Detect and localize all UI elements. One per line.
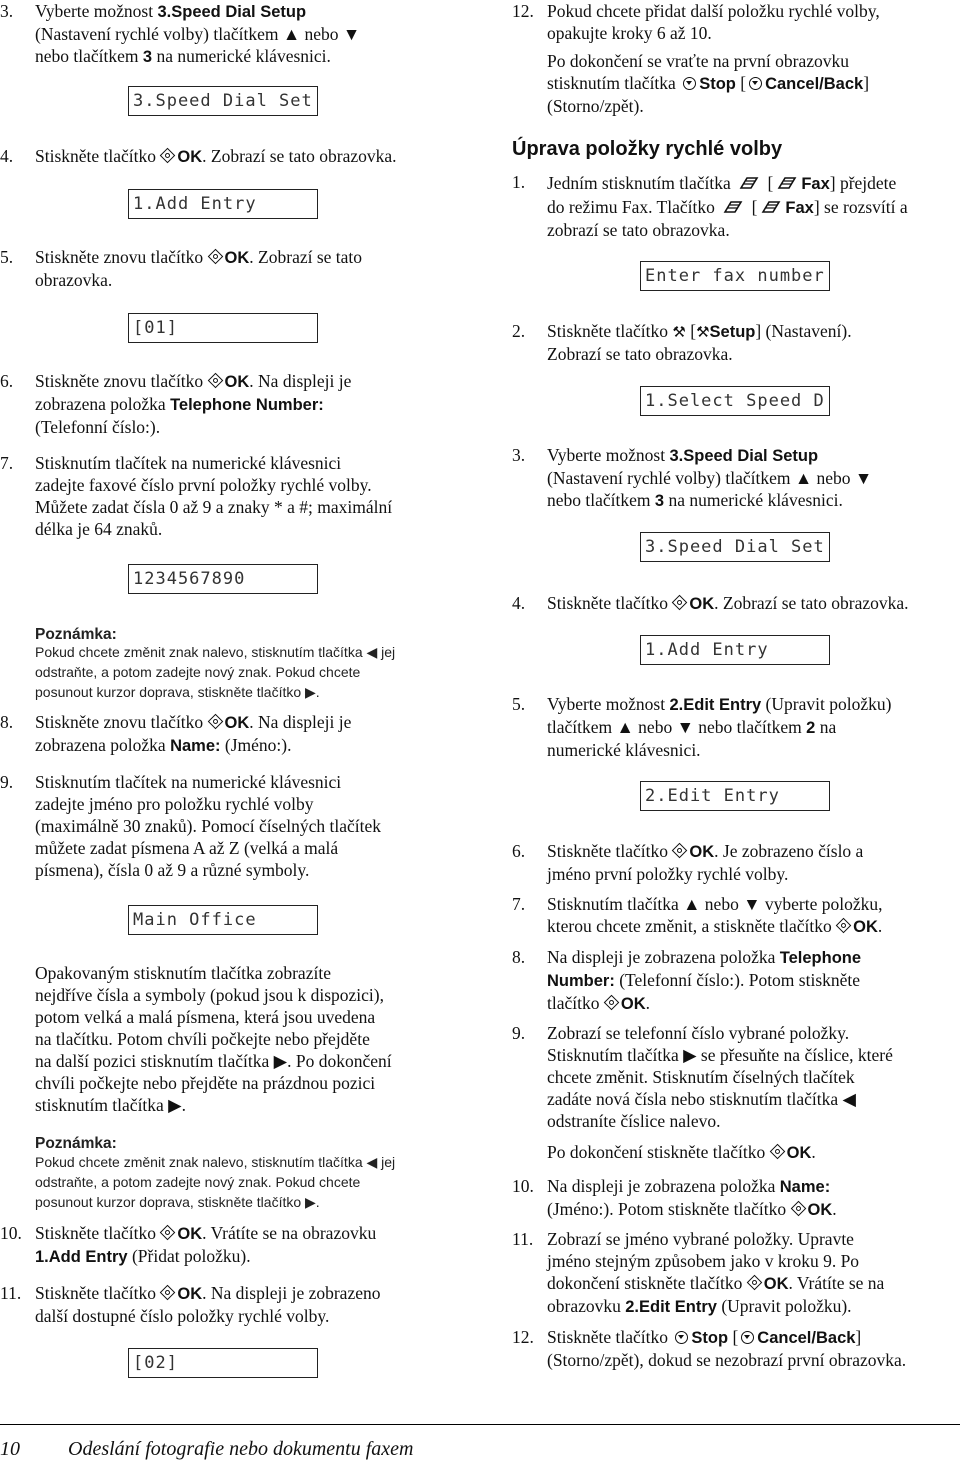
- fax-icon: [737, 174, 761, 192]
- key-name: OK: [224, 249, 250, 267]
- step-text: (Upravit položku).: [716, 1296, 852, 1316]
- field-name: Telephone: [779, 949, 862, 967]
- key-name: Stop: [699, 75, 736, 93]
- field-name: Telephone Number:: [170, 396, 324, 414]
- step-text: . Na displeji je: [249, 371, 352, 391]
- step-text: ] přejdete: [829, 173, 897, 193]
- stop-icon: [675, 1331, 688, 1344]
- key-name: 2: [806, 719, 816, 737]
- ok-icon: [160, 1225, 176, 1241]
- lcd-display: [01]: [128, 313, 318, 343]
- step-text: . Na displeji je: [249, 712, 352, 732]
- page-number: 10: [0, 1438, 20, 1460]
- step-number: 2.: [512, 321, 526, 341]
- step-text: ] se rozsvítí a: [813, 197, 908, 217]
- note-body: [35, 642, 395, 702]
- step-text: Stiskněte tlačítko: [35, 146, 161, 166]
- step-text: .: [645, 993, 650, 1013]
- note-body: [35, 1152, 395, 1212]
- key-name: OK: [763, 1275, 789, 1293]
- fax-icon: [721, 198, 745, 216]
- lcd-display: 1.Add Entry: [128, 189, 318, 219]
- step-text: Jedním stisknutím tlačítka: [547, 173, 736, 193]
- step-text: (Storno/zpět), dokud se nezobrazí první obrazovka.: [547, 1350, 907, 1370]
- step-number: 9.: [0, 772, 14, 792]
- section-heading: Úprava položky rychlé volby: [512, 138, 783, 160]
- ok-icon: [790, 1201, 806, 1217]
- step-text: Stiskněte tlačítko: [35, 1283, 161, 1303]
- para-line: chvíli počkejte nebo přejděte na prázdnou pozici: [35, 1073, 376, 1093]
- step-number: 5.: [512, 694, 526, 714]
- step-number: 11.: [0, 1283, 22, 1303]
- step-number: 5.: [0, 247, 14, 267]
- step-text: Můžete zadat čísla 0 až 9 a znaky * a #; maximální: [35, 497, 393, 517]
- step-6: [512, 840, 960, 885]
- step-10: [512, 1175, 960, 1221]
- step-number: 11.: [512, 1229, 534, 1249]
- step-text: Na displeji je zobrazena položka: [547, 947, 780, 967]
- lcd-display: [02]: [128, 1348, 318, 1378]
- step-text: Stisknutím tlačítka ▶ se přesuňte na číslice, které: [547, 1045, 893, 1065]
- field-name: Name:: [170, 737, 221, 755]
- step-text: . Vrátíte se na: [788, 1273, 885, 1293]
- key-name: Fax: [785, 199, 814, 217]
- step-text: . Na displeji je zobrazeno: [202, 1283, 381, 1303]
- step-text: chcete změnit. Stisknutím číselných tlačítek: [547, 1067, 855, 1087]
- lcd-display: 1234567890: [128, 564, 318, 594]
- ok-icon: [207, 714, 223, 730]
- lcd-display: 3.Speed Dial Set: [640, 532, 830, 562]
- key-name: Cancel/Back: [765, 75, 864, 93]
- step-text: jméno první položky rychlé volby.: [547, 864, 789, 884]
- step-text: písmena), čísla 0 až 9 a různé symboly.: [35, 860, 310, 880]
- step-text: ]: [863, 73, 870, 93]
- step-text: . Vrátíte se na obrazovku: [202, 1223, 377, 1243]
- key-name: OK: [689, 843, 715, 861]
- setup-icon: ⚒: [672, 323, 686, 341]
- step-text: kterou chcete změnit, a stiskněte tlačítko: [547, 916, 837, 936]
- step-text: Zobrazí se telefonní číslo vybrané položky.: [547, 1023, 850, 1043]
- step-text: (Storno/zpět).: [547, 96, 644, 116]
- para-line: stisknutím tlačítka ▶.: [35, 1095, 187, 1115]
- step-number: 3.: [512, 445, 526, 465]
- step-text: Po dokončení stiskněte tlačítko: [547, 1142, 770, 1162]
- lcd-display: 2.Edit Entry: [640, 781, 830, 811]
- step-text: Stisknutím tlačítka ▲ nebo ▼ vyberte položku,: [547, 894, 883, 914]
- step-text: Stiskněte znovu tlačítko: [35, 712, 208, 732]
- step-7: [0, 452, 480, 540]
- fax-icon: [775, 174, 799, 192]
- setup-icon: ⚒: [696, 323, 710, 341]
- step-11: [512, 1228, 960, 1318]
- step-text: na numerické klávesnici.: [152, 46, 331, 66]
- step-text: Stiskněte tlačítko: [547, 1327, 673, 1347]
- option-name: 3.Speed Dial Setup: [157, 3, 307, 21]
- field-name: Name:: [779, 1178, 831, 1196]
- step-text: numerické klávesnici.: [547, 740, 701, 760]
- step-8: [512, 946, 960, 1015]
- step-text: délka je 64 znaků.: [35, 519, 163, 539]
- step-text: [: [735, 73, 747, 93]
- step-number: 6.: [512, 841, 526, 861]
- step-text: .: [877, 916, 883, 936]
- step-text: zadáte nová čísla nebo stisknutím tlačítka ◀: [547, 1089, 856, 1109]
- ok-icon: [160, 1285, 176, 1301]
- step-text: na numerické klávesnici.: [664, 490, 843, 510]
- lcd-display: Enter fax number: [640, 261, 830, 291]
- step-text: stisknutím tlačítka: [547, 73, 681, 93]
- step-9: [0, 771, 480, 881]
- step-text: nebo tlačítkem: [35, 46, 143, 66]
- note-line: odstraňte, a potom zadejte nový znak. Pokud chcete: [35, 664, 361, 680]
- step-text: dokončení stiskněte tlačítko: [547, 1273, 747, 1293]
- step-text: Stiskněte znovu tlačítko: [35, 247, 208, 267]
- ok-icon: [160, 148, 176, 164]
- step-text: Po dokončení se vraťte na první obrazovku: [547, 51, 849, 71]
- stop-icon: [749, 77, 762, 90]
- key-name: OK: [786, 1144, 812, 1162]
- step-number: 10.: [0, 1223, 22, 1243]
- note-line: odstraňte, a potom zadejte nový znak. Pokud chcete: [35, 1174, 361, 1190]
- step-text: tlačítko: [547, 993, 604, 1013]
- step-text: Stiskněte tlačítko: [547, 841, 673, 861]
- ok-icon: [746, 1275, 762, 1291]
- step-text: . Zobrazí se tato obrazovka.: [714, 593, 909, 613]
- footer-divider: [0, 1424, 960, 1425]
- step-number: 12.: [512, 1, 534, 21]
- step-number: 4.: [0, 146, 14, 166]
- step-11: [0, 1282, 480, 1327]
- step-text: Vyberte možnost: [547, 694, 670, 714]
- step-text: tlačítkem ▲ nebo ▼ nebo tlačítkem: [547, 717, 807, 737]
- step-text: zadejte faxové číslo první položky rychlé volby.: [35, 475, 372, 495]
- step-text: (Nastavení rychlé volby) tlačítkem ▲ nebo ▼: [547, 468, 873, 488]
- key-name: Setup: [709, 323, 756, 341]
- ok-icon: [672, 595, 688, 611]
- step-number: 7.: [0, 453, 14, 473]
- step-number: 6.: [0, 371, 14, 391]
- key-name: OK: [853, 918, 878, 936]
- step-text: opakujte kroky 6 až 10.: [547, 23, 712, 43]
- step-text: můžete zadat písmena A až Z (velká a malá: [35, 838, 339, 858]
- key-name: OK: [177, 148, 203, 166]
- step-number: 3.: [0, 1, 14, 21]
- note-title: Poznámka:: [35, 1135, 117, 1152]
- para-line: nejdříve čísla a symboly (pokud jsou k dispozici),: [35, 985, 384, 1005]
- fax-icon: [759, 198, 783, 216]
- key-name: Cancel/Back: [757, 1329, 856, 1347]
- step-text: (Telefonní číslo:). Potom stiskněte: [614, 970, 861, 990]
- para-line: potom velká a malá písmena, která jsou uvedena: [35, 1007, 376, 1027]
- step-12: [512, 1326, 960, 1371]
- step-text: Stiskněte tlačítko: [547, 593, 673, 613]
- option-name: 2.Edit Entry: [669, 696, 762, 714]
- step-text: odstraníte číslice nalevo.: [547, 1111, 721, 1131]
- step-3: [512, 444, 960, 512]
- step-text: obrazovku: [547, 1296, 626, 1316]
- step-text: Stiskněte tlačítko: [547, 321, 673, 341]
- ok-icon: [672, 843, 688, 859]
- step-text: (Upravit položku): [761, 694, 892, 714]
- page-footer: [0, 1438, 414, 1460]
- step-text: (maximálně 30 znaků). Pomocí číselných tlačítek: [35, 816, 382, 836]
- lcd-display: 1.Select Speed D: [640, 386, 830, 416]
- step-text: Stiskněte znovu tlačítko: [35, 371, 208, 391]
- step-text: ] (Nastavení).: [755, 321, 852, 341]
- step-text: zadejte jméno pro položku rychlé volby: [35, 794, 314, 814]
- step-3: [0, 0, 480, 68]
- step-text: (Jméno:). Potom stiskněte tlačítko: [547, 1199, 791, 1219]
- option-name: 2.Edit Entry: [625, 1298, 717, 1316]
- step-8: [0, 711, 480, 757]
- option-name: 1.Add Entry: [35, 1248, 128, 1266]
- step-text: . Zobrazí se tato: [249, 247, 363, 267]
- step-4: [512, 592, 960, 615]
- step-text: . Zobrazí se tato obrazovka.: [202, 146, 397, 166]
- key-name: OK: [689, 595, 715, 613]
- note-line: posunout kurzor doprava, stiskněte tlačítko ▶.: [35, 1194, 320, 1210]
- ok-icon: [207, 249, 223, 265]
- step-number: 8.: [512, 947, 526, 967]
- step-10: [0, 1222, 480, 1268]
- step-number: 7.: [512, 894, 526, 914]
- step-text: Stiskněte tlačítko: [35, 1223, 161, 1243]
- step-text: Stisknutím tlačítek na numerické klávesnici: [35, 772, 342, 792]
- step-text: .: [811, 1142, 816, 1162]
- step-6: [0, 370, 480, 438]
- step-text: (Jméno:).: [220, 735, 292, 755]
- step-text: nebo tlačítkem: [547, 490, 655, 510]
- step-text: (Přidat položku).: [127, 1246, 251, 1266]
- step-text: Vyberte možnost: [35, 1, 158, 21]
- key-name: OK: [620, 995, 646, 1013]
- lcd-display: Main Office: [128, 905, 318, 935]
- step-5: [0, 246, 480, 291]
- step-2: [512, 320, 960, 365]
- step-text: Zobrazí se tato obrazovka.: [547, 344, 733, 364]
- step-number: 12.: [512, 1327, 534, 1347]
- step-text: do režimu Fax. Tlačítko: [547, 197, 720, 217]
- note-line: posunout kurzor doprava, stiskněte tlačítko ▶.: [35, 684, 320, 700]
- step-text: . Je zobrazeno číslo a: [714, 841, 864, 861]
- step-number: 9.: [512, 1023, 526, 1043]
- note-line: Pokud chcete změnit znak nalevo, stisknutím tlačítka ◀ jej: [35, 1154, 396, 1170]
- step-text: jméno stejným způsobem jako v kroku 9. Po: [547, 1251, 860, 1271]
- step-number: 4.: [512, 593, 526, 613]
- step-1: [512, 171, 960, 241]
- para-line: Opakovaným stisknutím tlačítka zobrazíte: [35, 963, 331, 983]
- ok-icon: [836, 918, 852, 934]
- step-9: [512, 1022, 960, 1164]
- step-text: Na displeji je zobrazena položka: [547, 1176, 780, 1196]
- step-7: [512, 893, 960, 938]
- step-text: Zobrazí se jméno vybrané položky. Upravte: [547, 1229, 854, 1249]
- step-text: [: [763, 173, 774, 193]
- stop-icon: [741, 1331, 754, 1344]
- note-title: Poznámka:: [35, 626, 117, 643]
- key-name: OK: [807, 1201, 833, 1219]
- paragraph: [35, 962, 392, 1116]
- step-text: zobrazena položka: [35, 735, 171, 755]
- stop-icon: [683, 77, 696, 90]
- step-text: zobrazí se tato obrazovka.: [547, 220, 730, 240]
- note-line: Pokud chcete změnit znak nalevo, stisknutím tlačítka ◀ jej: [35, 644, 396, 660]
- step-number: 10.: [512, 1176, 534, 1196]
- step-4: [0, 145, 480, 168]
- step-text: (Nastavení rychlé volby) tlačítkem ▲ nebo ▼: [35, 24, 361, 44]
- ok-icon: [769, 1144, 785, 1160]
- key-name: OK: [224, 714, 250, 732]
- step-text: zobrazena položka: [35, 394, 171, 414]
- footer-title: Odeslání fotografie nebo dokumentu faxem: [68, 1438, 414, 1460]
- step-text: obrazovka.: [35, 270, 113, 290]
- key-name: OK: [177, 1225, 203, 1243]
- step-text: ]: [855, 1327, 862, 1347]
- step-text: Vyberte možnost: [547, 445, 670, 465]
- key-name: 3: [654, 492, 665, 510]
- step-text: [: [685, 321, 697, 341]
- step-text: Pokud chcete přidat další položku rychlé volby,: [547, 1, 880, 21]
- ok-icon: [207, 373, 223, 389]
- para-line: na další pozici stisknutím tlačítka ▶. Po dokončení: [35, 1051, 392, 1071]
- para-line: na tlačítku. Potom chvíli počkejte nebo přejděte: [35, 1029, 370, 1049]
- key-name: OK: [177, 1285, 203, 1303]
- lcd-display: 1.Add Entry: [640, 635, 830, 665]
- key-name: 3: [142, 48, 153, 66]
- step-text: další dostupné číslo položky rychlé volby.: [35, 1306, 330, 1326]
- ok-icon: [604, 995, 620, 1011]
- step-text: na: [815, 717, 837, 737]
- step-number: 1.: [512, 172, 526, 192]
- step-12: [512, 0, 960, 117]
- step-text: .: [832, 1199, 837, 1219]
- option-name: 3.Speed Dial Setup: [669, 447, 819, 465]
- field-name: Number:: [547, 972, 615, 990]
- key-name: Fax: [801, 175, 830, 193]
- step-text: (Telefonní číslo:).: [35, 417, 161, 437]
- key-name: OK: [224, 373, 250, 391]
- key-name: Stop: [691, 1329, 729, 1347]
- step-text: [: [747, 197, 758, 217]
- step-number: 8.: [0, 712, 14, 732]
- step-5: [512, 693, 960, 761]
- step-text: Stisknutím tlačítek na numerické klávesnici: [35, 453, 342, 473]
- lcd-display: 3.Speed Dial Set: [128, 86, 318, 116]
- step-text: [: [728, 1327, 739, 1347]
